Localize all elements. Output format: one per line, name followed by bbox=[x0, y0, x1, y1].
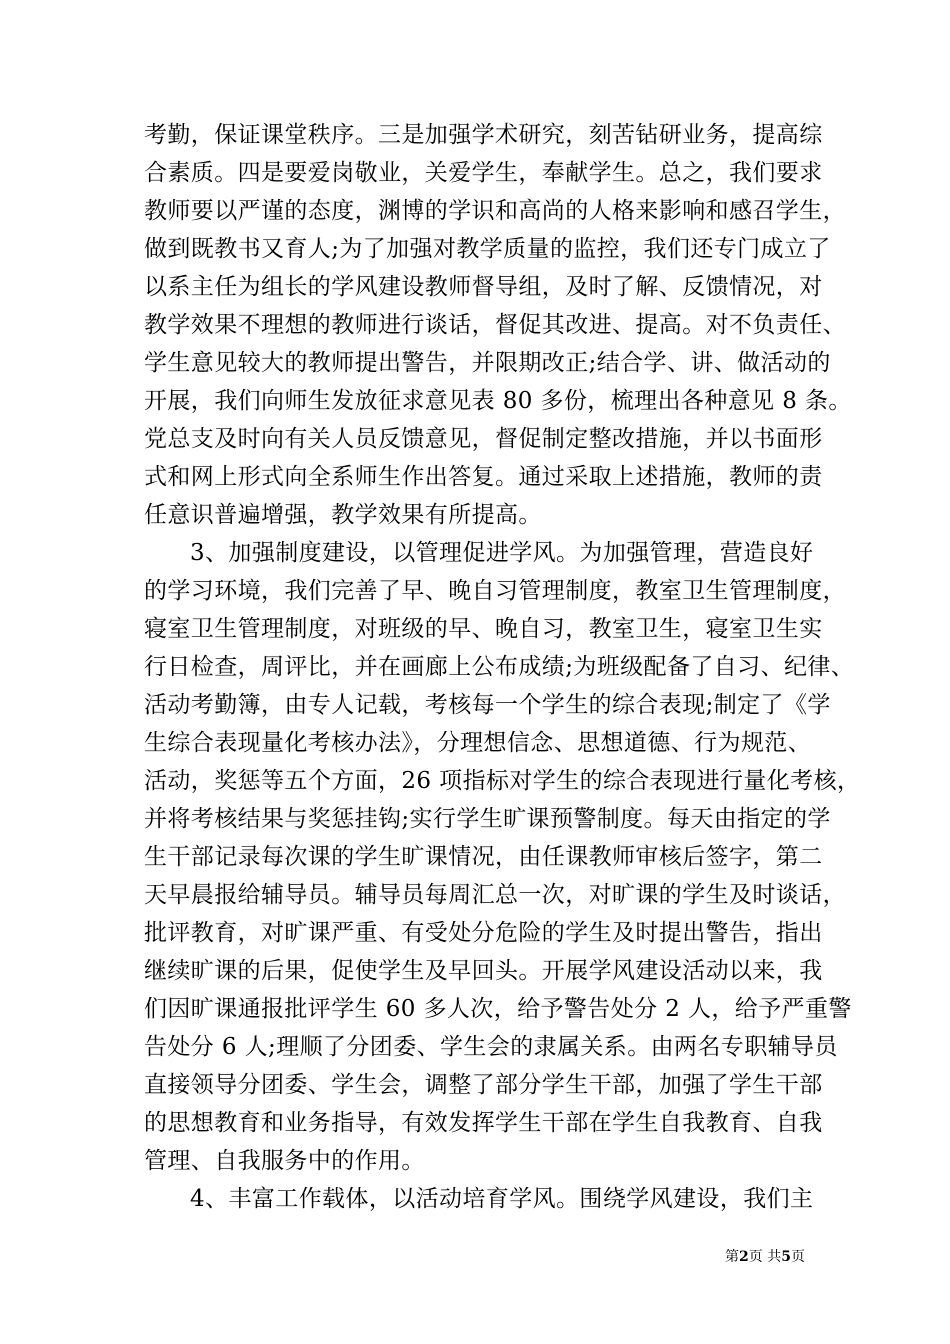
text-line: 教学效果不理想的教师进行谈话，督促其改进、提高。对不负责任、 bbox=[144, 312, 846, 338]
total-pages-number: 5 bbox=[781, 1249, 791, 1265]
current-page-number: 2 bbox=[739, 1249, 749, 1265]
text-line: 批评教育，对旷课严重、有受处分危险的学生及时提出警告，指出 bbox=[144, 920, 823, 946]
text-line: 教师要以严谨的态度，渊博的学识和高尚的人格来影响和感召学生， bbox=[144, 198, 846, 224]
text-line: 生综合表现量化考核办法》，分理想信念、思想道德、行为规范、 bbox=[144, 730, 812, 756]
text-line: 考勤，保证课堂秩序。三是加强学术研究，刻苦钻研业务，提高综 bbox=[144, 122, 823, 148]
paragraph-start-line: 3、加强制度建设，以管理促进学风。为加强管理，营造良好 bbox=[190, 540, 814, 566]
text-line: 天早晨报给辅导员。辅导员每周汇总一次，对旷课的学生及时谈话， bbox=[144, 882, 846, 908]
page-footer bbox=[725, 1248, 805, 1266]
text-line: 式和网上形式向全系师生作出答复。通过采取上述措施，教师的责 bbox=[144, 464, 823, 490]
text-line: 继续旷课的后果，促使学生及早回头。开展学风建设活动以来，我 bbox=[144, 958, 823, 984]
footer-middle: 页 共 bbox=[748, 1249, 782, 1265]
text-line: 管理、自我服务中的作用。 bbox=[144, 1148, 425, 1174]
text-line: 行日检查，周评比，并在画廊上公布成绩;为班级配备了自习、纪律、 bbox=[144, 654, 855, 680]
text-line: 党总支及时向有关人员反馈意见，督促制定整改措施，并以书面形 bbox=[144, 426, 823, 452]
text-line: 直接领导分团委、学生会，调整了部分学生干部，加强了学生干部 bbox=[144, 1072, 823, 1098]
text-line: 告处分 6 人;理顺了分团委、学生会的隶属关系。由两名专职辅导员 bbox=[144, 1034, 838, 1060]
text-line: 做到既教书又育人;为了加强对教学质量的监控，我们还专门成立了 bbox=[144, 236, 831, 262]
text-line: 并将考核结果与奖惩挂钩;实行学生旷课预警制度。每天由指定的学 bbox=[144, 806, 831, 832]
text-line: 活动，奖惩等五个方面，26 项指标对学生的综合表现进行量化考核， bbox=[144, 768, 861, 794]
footer-prefix: 第 bbox=[725, 1249, 740, 1265]
text-line: 寝室卫生管理制度，对班级的早、晚自习，教室卫生，寝室卫生实 bbox=[144, 616, 823, 642]
text-line: 合素质。四是要爱岗敬业，关爱学生，奉献学生。总之，我们要求 bbox=[144, 160, 823, 186]
text-line: 以系主任为组长的学风建设教师督导组，及时了解、反馈情况，对 bbox=[144, 274, 823, 300]
text-line: 的学习环境，我们完善了早、晚自习管理制度，教室卫生管理制度， bbox=[144, 578, 846, 604]
paragraph-start-line: 4、丰富工作载体，以活动培育学风。围绕学风建设，我们主 bbox=[190, 1186, 814, 1212]
text-line: 生干部记录每次课的学生旷课情况，由任课教师审核后签字，第二 bbox=[144, 844, 823, 870]
text-line: 们因旷课通报批评学生 60 多人次，给予警告处分 2 人，给予严重警 bbox=[144, 996, 852, 1022]
text-line: 活动考勤簿，由专人记载，考核每一个学生的综合表现;制定了《学 bbox=[144, 692, 831, 718]
text-line: 开展，我们向师生发放征求意见表 80 多份，梳理出各种意见 8 条。 bbox=[144, 388, 852, 414]
text-line: 任意识普遍增强，教学效果有所提高。 bbox=[144, 502, 542, 528]
text-line: 的思想教育和业务指导，有效发挥学生干部在学生自我教育、自我 bbox=[144, 1110, 823, 1136]
text-line: 学生意见较大的教师提出警告，并限期改正;结合学、讲、做活动的 bbox=[144, 350, 831, 376]
footer-suffix: 页 bbox=[791, 1249, 805, 1265]
